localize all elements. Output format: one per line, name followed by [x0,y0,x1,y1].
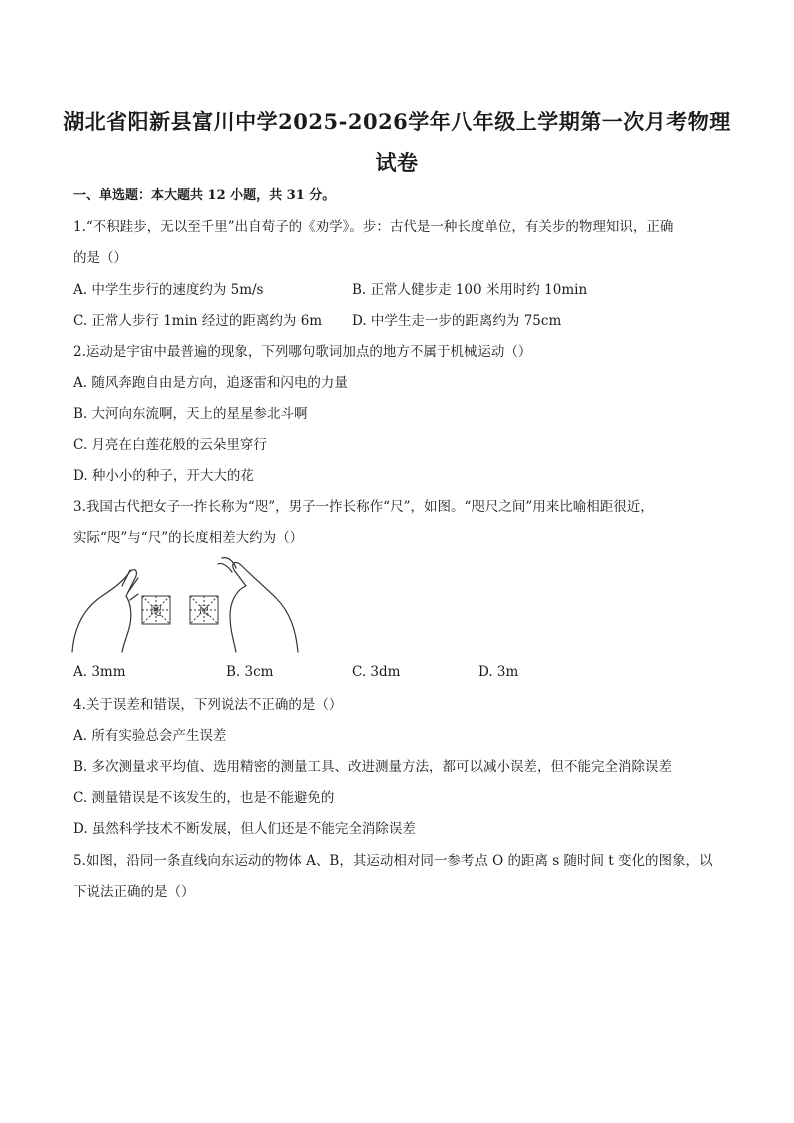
q1-option-b: B. 正常人健步走 100 米用时约 10min [352,282,588,298]
q4-option-c: C. 测量错误是不该发生的，也是不能避免的 [73,790,335,806]
q3-option-a: A. 3mm [73,664,126,680]
q1-stem-line2: 的是（） [73,250,127,266]
section-heading: 一、单选题：本大题共 12 小题，共 31 分。 [73,188,336,203]
q1-option-c: C. 正常人步行 1min 经过的距离约为 6m [73,313,323,329]
q3-option-b: B. 3cm [226,664,274,680]
q2-option-b: B. 大河向东流啊，天上的星星参北斗啊 [73,406,308,422]
q4-stem: 4.关于误差和错误，下列说法不正确的是（） [73,697,343,713]
q2-stem: 2.运动是宇宙中最普遍的现象，下列哪句歌词加点的地方不属于机械运动（） [73,344,532,360]
q1-option-a: A. 中学生步行的速度约为 5m/s [73,282,264,298]
q1-stem-line1: 1.“不积跬步，无以至千里”出自荀子的《劝学》。步：古代是一种长度单位，有关步的物理知识，正确 [73,219,674,235]
q4-option-b: B. 多次测量求平均值、选用精密的测量工具、改进测量方法，都可以减小误差，但不能完全消除误差 [73,759,673,775]
q5-stem-line2: 下说法正确的是（） [73,884,195,900]
q5-stem-line1: 5.如图，沿同一条直线向东运动的物体 A、B，其运动相对同一参考点 O 的距离 s 随时间 t 变化的图象，以 [73,853,713,869]
q3-option-c: C. 3dm [352,664,401,680]
hands-illustration [70,556,300,656]
left-hand-fingers [122,570,138,600]
exam-title-line1: 湖北省阳新县富川中学2025-2026学年八年级上学期第一次月考物理 [63,109,731,134]
q3-option-d: D. 3m [478,664,519,680]
char-chi: 尺 [197,604,211,618]
char-zhi: 咫 [149,604,163,618]
q3-stem-line2: 实际“咫”与“尺”的长度相差大约为（） [73,530,304,546]
right-hand-outline [230,563,298,652]
q4-option-a: A. 所有实验总会产生误差 [73,728,227,744]
left-hand-outline [72,570,136,652]
q1-option-d: D. 中学生走一步的距离约为 75cm [352,313,562,329]
q4-option-d: D. 虽然科学技术不断发展，但人们还是不能完全消除误差 [73,821,416,837]
hands-measure-figure [70,556,300,656]
q2-option-c: C. 月亮在白莲花般的云朵里穿行 [73,437,267,453]
exam-title-line2: 试卷 [375,150,419,175]
q2-option-a: A. 随风奔跑自由是方向，追逐雷和闪电的力量 [73,375,348,391]
q2-option-d: D. 种小小的种子，开大大的花 [73,468,254,484]
q3-stem-line1: 3.我国古代把女子一拃长称为“咫”，男子一拃长称作“尺”，如图。“咫尺之间”用来比喻相距很近， [73,499,654,515]
